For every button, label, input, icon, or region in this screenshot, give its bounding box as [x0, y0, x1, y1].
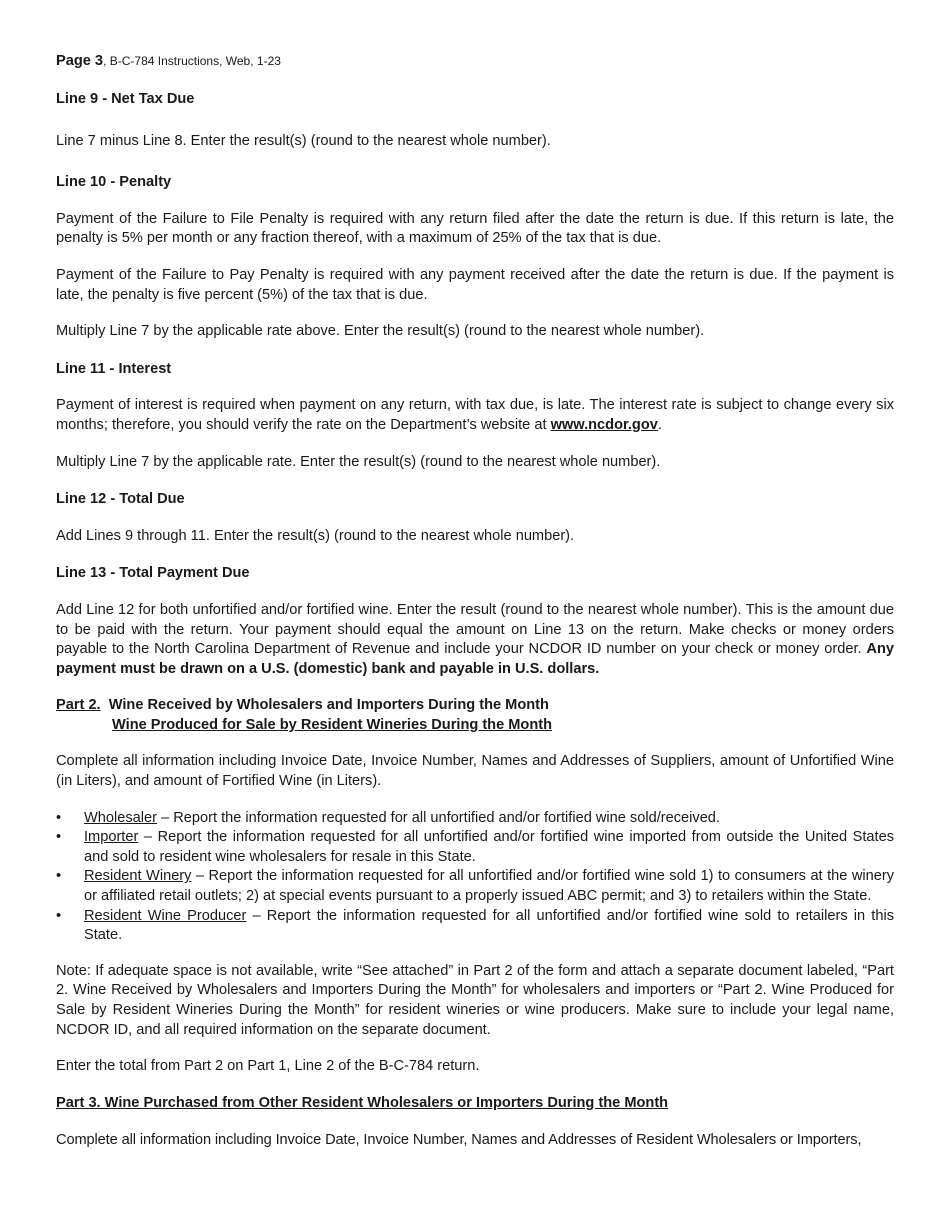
- bullet-text: – Report the information requested for all unfortified and/or fortified wine imported from outside the United States and sold to resident wine wholesalers for resale in this State.: [84, 829, 894, 865]
- line9-text: Line 7 minus Line 8. Enter the result(s) (round to the nearest whole number).: [56, 132, 551, 149]
- line13-text: [56, 601, 894, 679]
- bullet-term: Resident Winery: [84, 868, 192, 885]
- form-reference: , B-C-784 Instructions, Web, 1-23: [103, 54, 281, 68]
- line11-heading: Line 11 - Interest: [56, 360, 172, 377]
- line10-para-3: Multiply Line 7 by the applicable rate above. Enter the result(s) (round to the nearest whole number).: [56, 323, 705, 340]
- line13-text-body: Add Line 12 for both unfortified and/or fortified wine. Enter the result (round to the nearest whole number). This is the amount due to be paid with the return. Your payment should equal the amount on Line 13 on the return. Make checks or money orders payable to the North Carolina Department of Revenue and include your NCDOR ID number on your check or money order.: [56, 601, 894, 658]
- part3-heading: Part 3. Wine Purchased from Other Resident Wholesalers or Importers During the Month: [56, 1094, 669, 1111]
- line13-heading: Line 13 - Total Payment Due: [56, 565, 250, 582]
- line12-heading: Line 12 - Total Due: [56, 491, 185, 508]
- ncdor-website-link[interactable]: www.ncdor.gov: [550, 416, 658, 433]
- list-item: [56, 907, 894, 946]
- part2-title-line2: Wine Produced for Sale by Resident Wineries During the Month: [112, 716, 553, 733]
- line10-para-2: Payment of the Failure to Pay Penalty is required with any payment received after the date the return is due. If the payment is late, the penalty is five percent (5%) of the tax that is due.: [56, 266, 894, 303]
- part2-intro: Complete all information including Invoice Date, Invoice Number, Names and Addresses of Suppliers, amount of Unfortified Wine (in Liters), and amount of Fortified Wine (in Liters).: [56, 753, 894, 790]
- bullet-term: Wholesaler: [84, 809, 157, 826]
- part2-bullet-list: [56, 809, 894, 946]
- line11-para-1-text: Payment of interest is required when payment on any return, with tax due, is late. The interest rate is subject to change every six months; therefore, you should verify the rate on the Department’s website at: [56, 397, 894, 433]
- list-item: [56, 867, 894, 906]
- page-header: [56, 52, 894, 72]
- part2-label: Part 2.: [56, 697, 101, 714]
- line11-para-1-end: .: [657, 416, 662, 433]
- list-item: [56, 828, 894, 867]
- line11-para-2: Multiply Line 7 by the applicable rate. Enter the result(s) (round to the nearest whole number).: [56, 453, 661, 470]
- line13-bold-note: Any payment must be drawn on a U.S. (domestic) bank and payable in U.S. dollars.: [56, 641, 894, 677]
- list-item: [56, 809, 894, 829]
- bullet-text: – Report the information requested for all unfortified and/or fortified wine sold to retailers in this State.: [84, 907, 894, 944]
- bullet-icon: •: [56, 907, 62, 924]
- line12-text: Add Lines 9 through 11. Enter the result(s) (round to the nearest whole number).: [56, 527, 575, 544]
- document-page: [56, 52, 894, 1151]
- bullet-term: Importer: [84, 829, 139, 846]
- line9-heading: Line 9 - Net Tax Due: [56, 91, 195, 107]
- part2-title-line1: Wine Received by Wholesalers and Importers During the Month: [100, 697, 549, 714]
- line10-para-1: Payment of the Failure to File Penalty is required with any return filed after the date the return is due. If this return is late, the penalty is 5% per month or any fraction thereof, with a maximum of 25% of the tax that is due.: [56, 210, 894, 247]
- part3-intro: Complete all information including Invoice Date, Invoice Number, Names and Addresses of Resident Wholesalers or Importers,: [56, 1132, 862, 1149]
- bullet-icon: •: [56, 809, 62, 826]
- page-number: Page 3: [56, 53, 104, 69]
- bullet-term: Resident Wine Producer: [84, 907, 247, 924]
- bullet-text: – Report the information requested for all unfortified and/or fortified wine sold 1) to consumers at the winery or affiliated retail outlets; 2) at special events pursuant to a properly issued ABC permit; and 3) to retailers within the State.: [84, 868, 894, 905]
- line10-heading: Line 10 - Penalty: [56, 174, 172, 191]
- bullet-text: – Report the information requested for all unfortified and/or fortified wine sold/received.: [157, 809, 720, 826]
- bullet-icon: •: [56, 829, 62, 846]
- part2-note: Note: If adequate space is not available, write “See attached” in Part 2 of the form and attach a separate document labeled, “Part 2. Wine Received by Wholesalers and Importers During the Month” for wholesalers and importers or “Part 2. Wine Produced for Sale by Resident Wineries During the Month” for resident wineries or wine producers. Make sure to include your legal name, NCDOR ID, and all required information on the separate document.: [56, 962, 894, 1038]
- bullet-icon: •: [56, 868, 62, 885]
- part2-heading: [56, 696, 894, 735]
- line11-para-1: [56, 396, 894, 435]
- part2-total-instruction: Enter the total from Part 2 on Part 1, Line 2 of the B-C-784 return.: [56, 1058, 480, 1075]
